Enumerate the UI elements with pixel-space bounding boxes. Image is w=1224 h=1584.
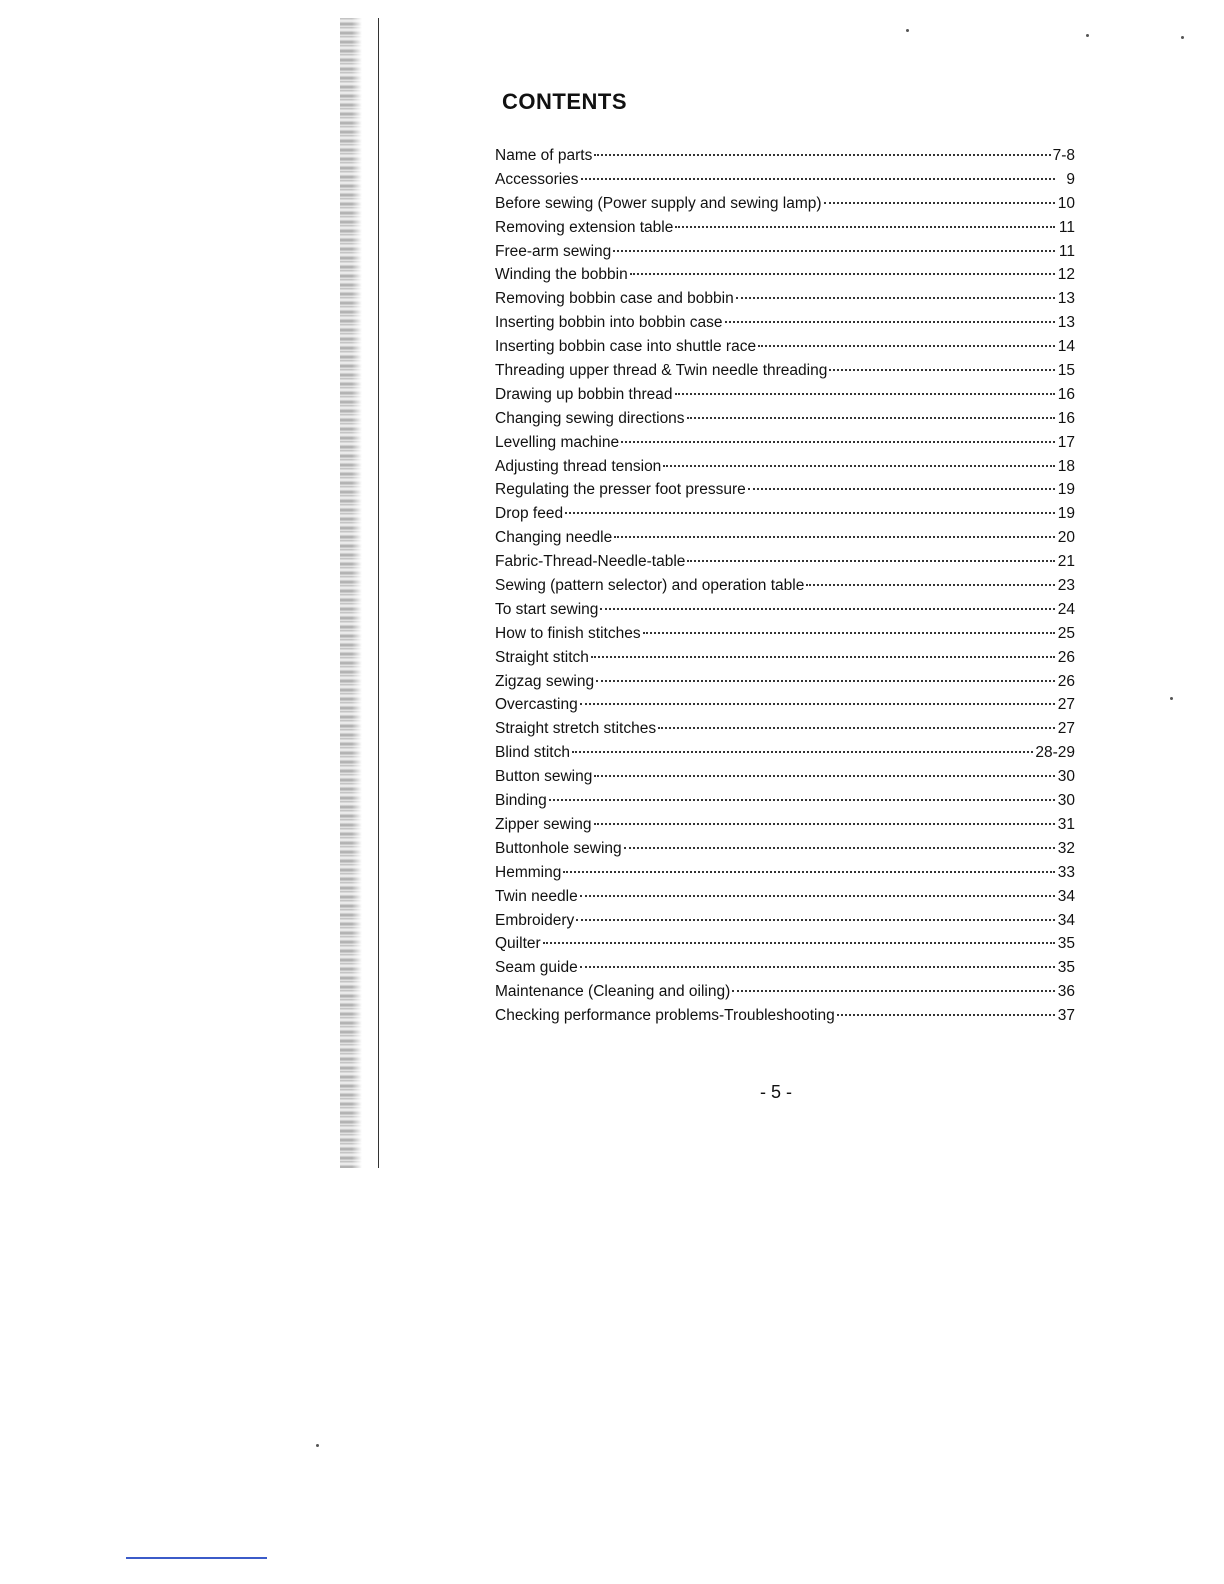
- toc-entry: [495, 407, 1075, 431]
- toc-dot-leader: [580, 703, 1055, 705]
- toc-entry-label: Free-arm sewing: [495, 242, 612, 260]
- toc-dot-leader: [829, 369, 1055, 371]
- scan-speck: [1086, 34, 1089, 37]
- toc-entry-label: How to finish stitches: [495, 624, 641, 642]
- toc-dot-leader: [600, 608, 1055, 610]
- toc-dot-leader: [643, 632, 1055, 634]
- scan-speck: [906, 29, 909, 32]
- toc-entry: [495, 622, 1075, 646]
- toc-entry: [495, 932, 1075, 956]
- toc-entry-label: Sewing (pattern selector) and operation table: [495, 577, 805, 595]
- toc-entry-label: Seam guide: [495, 959, 578, 977]
- toc-entry-label: Removing extension table: [495, 218, 674, 236]
- toc-entry-label: Accessories: [495, 170, 579, 188]
- toc-entry: [495, 502, 1075, 526]
- toc-entry-label: Zipper sewing: [495, 815, 592, 833]
- toc-entry: [495, 287, 1075, 311]
- toc-entry-label: Inserting bobbin into bobbin case: [495, 314, 723, 332]
- toc-entry-label: Adjusting thread tension: [495, 457, 662, 475]
- toc-entry-label: To start sewing: [495, 600, 599, 618]
- toc-entry-label: Name of parts: [495, 147, 593, 164]
- toc-dot-leader: [824, 202, 1055, 204]
- toc-entry-page: 30: [1057, 768, 1075, 786]
- toc-dot-leader: [614, 536, 1055, 538]
- toc-entry: [495, 861, 1075, 885]
- toc-entry-label: Hemming: [495, 863, 562, 881]
- toc-dot-leader: [580, 895, 1055, 897]
- toc-entry: [495, 885, 1075, 909]
- toc-entry-page: 15: [1057, 362, 1075, 380]
- toc-entry-label: Checking performance problems-Troubleshooting: [495, 1007, 835, 1025]
- toc-dot-leader: [594, 823, 1056, 825]
- toc-entry: [495, 837, 1075, 861]
- toc-entry-label: Changing needle: [495, 529, 613, 547]
- table-of-contents: [495, 144, 1075, 1028]
- toc-entry-page: 26: [1057, 648, 1075, 666]
- toc-entry-page: 16: [1057, 385, 1075, 403]
- toc-dot-leader: [675, 393, 1055, 395]
- page-number: - 5 -: [760, 1082, 793, 1102]
- toc-dot-leader: [594, 154, 1050, 156]
- toc-entry: [495, 765, 1075, 789]
- toc-dot-leader: [675, 226, 1055, 228]
- toc-entry-label: Zigzag sewing: [495, 672, 595, 690]
- toc-entry-page: 34: [1057, 887, 1075, 905]
- toc-entry-label: Drawing up bobbin thread: [495, 385, 673, 403]
- toc-entry: [495, 263, 1075, 287]
- toc-dot-leader: [663, 465, 1055, 467]
- toc-entry-page: 11: [1058, 218, 1075, 236]
- toc-entry: [495, 598, 1075, 622]
- toc-entry: [495, 383, 1075, 407]
- toc-entry-page: 9: [1066, 170, 1075, 188]
- toc-entry-page: 24: [1057, 600, 1075, 618]
- toc-dot-leader: [621, 441, 1055, 443]
- toc-entry-label: Levelling machine: [495, 433, 620, 451]
- toc-entry-label: Drop feed: [495, 505, 564, 523]
- toc-entry-page: 27: [1057, 696, 1075, 714]
- toc-entry: [495, 144, 1075, 168]
- toc-entry-page: 17: [1057, 433, 1075, 451]
- toc-dot-leader: [565, 512, 1055, 514]
- toc-entry-page: 10: [1057, 194, 1075, 212]
- toc-entry: [495, 192, 1075, 216]
- toc-entry-label: Quilter: [495, 935, 541, 953]
- toc-entry-page: 7-8: [1052, 147, 1075, 164]
- toc-entry: [495, 813, 1075, 837]
- toc-entry-label: Straight stretch stitches: [495, 720, 657, 738]
- toc-entry-label: Binding: [495, 792, 547, 810]
- toc-entry-page: 16: [1057, 409, 1075, 427]
- toc-entry-page: 25: [1057, 624, 1075, 642]
- toc-dot-leader: [594, 775, 1055, 777]
- toc-dot-leader: [732, 990, 1055, 992]
- toc-entry: [495, 216, 1075, 240]
- toc-entry-page: 33: [1057, 863, 1075, 881]
- toc-dot-leader: [687, 417, 1055, 419]
- toc-entry-page: 35: [1057, 959, 1075, 977]
- toc-entry-label: Button sewing: [495, 768, 593, 786]
- toc-dot-leader: [748, 488, 1055, 490]
- toc-dot-leader: [658, 727, 1055, 729]
- toc-entry-label: Threading upper thread & Twin needle threading: [495, 362, 828, 380]
- toc-entry-page: 13: [1057, 314, 1075, 332]
- page-title: CONTENTS: [502, 89, 627, 114]
- toc-dot-leader: [581, 178, 1055, 180]
- toc-entry-page: 36: [1057, 983, 1075, 1001]
- scan-speck: [1170, 697, 1173, 700]
- toc-entry-page: 19: [1057, 481, 1075, 499]
- toc-dot-leader: [549, 799, 1055, 801]
- toc-entry-label: Embroidery: [495, 911, 575, 929]
- toc-entry: [495, 431, 1075, 455]
- toc-dot-leader: [736, 297, 1055, 299]
- toc-dot-leader: [591, 656, 1055, 658]
- toc-dot-leader: [687, 560, 1055, 562]
- toc-entry-label: Maintenance (Cleaning and oiling): [495, 983, 731, 1001]
- toc-entry-page: 37: [1057, 1007, 1075, 1025]
- toc-entry-label: Regulating the presser foot pressure: [495, 481, 746, 499]
- toc-entry: [495, 693, 1075, 717]
- toc-entry: [495, 311, 1075, 335]
- toc-entry-page: 19: [1057, 505, 1075, 523]
- toc-entry-label: Blind stitch: [495, 744, 570, 762]
- toc-entry-page: 28-29: [1035, 744, 1075, 762]
- toc-entry-label: Inserting bobbin case into shuttle race: [495, 338, 757, 356]
- toc-entry: [495, 909, 1075, 933]
- toc-entry-page: 20: [1057, 529, 1075, 547]
- toc-entry: [495, 789, 1075, 813]
- scan-binding-shadow: [340, 18, 376, 1168]
- toc-entry-page: 34: [1057, 911, 1075, 929]
- toc-entry-label: Winding the bobbin: [495, 266, 628, 284]
- toc-entry-label: Fabric-Thread-Needle-table: [495, 553, 686, 571]
- toc-entry-page: 27: [1057, 720, 1075, 738]
- scan-speck: [316, 1444, 319, 1447]
- toc-entry: [495, 980, 1075, 1004]
- toc-entry-page: 11: [1058, 242, 1075, 260]
- toc-entry-page: 32: [1057, 839, 1075, 857]
- toc-entry: [495, 1004, 1075, 1028]
- toc-entry-page: 31: [1057, 815, 1075, 833]
- toc-entry: [495, 646, 1075, 670]
- scan-speck: [1181, 36, 1184, 39]
- toc-entry-label: Removing bobbin case and bobbin: [495, 290, 734, 308]
- bottom-rule: [126, 1557, 267, 1559]
- toc-entry-page: 23: [1057, 577, 1075, 595]
- toc-entry: [495, 359, 1075, 383]
- toc-dot-leader: [572, 751, 1033, 753]
- toc-entry-page: 13: [1057, 290, 1075, 308]
- toc-dot-leader: [563, 871, 1055, 873]
- toc-entry: [495, 168, 1075, 192]
- toc-entry-page: 30: [1057, 792, 1075, 810]
- toc-dot-leader: [837, 1014, 1055, 1016]
- toc-entry-page: 14: [1057, 338, 1075, 356]
- toc-dot-leader: [806, 584, 1055, 586]
- toc-dot-leader: [576, 919, 1055, 921]
- toc-entry: [495, 455, 1075, 479]
- toc-entry: [495, 526, 1075, 550]
- toc-dot-leader: [596, 680, 1055, 682]
- toc-entry-label: Overcasting: [495, 696, 578, 714]
- toc-entry: [495, 478, 1075, 502]
- toc-entry: [495, 574, 1075, 598]
- scan-binding-line: [378, 18, 379, 1168]
- toc-entry: [495, 240, 1075, 264]
- toc-dot-leader: [580, 966, 1055, 968]
- toc-entry-label: Before sewing (Power supply and sewing lamp): [495, 194, 822, 212]
- toc-dot-leader: [630, 273, 1055, 275]
- toc-entry: [495, 741, 1075, 765]
- toc-dot-leader: [624, 847, 1055, 849]
- toc-entry: [495, 335, 1075, 359]
- toc-entry-page: 18: [1057, 457, 1075, 475]
- toc-dot-leader: [613, 250, 1055, 252]
- toc-entry-label: Changing sewing directions: [495, 409, 685, 427]
- toc-entry: [495, 670, 1075, 694]
- toc-dot-leader: [543, 942, 1055, 944]
- toc-entry: [495, 550, 1075, 574]
- toc-dot-leader: [725, 321, 1056, 323]
- toc-entry-page: 12: [1057, 266, 1075, 284]
- toc-entry-page: 35: [1057, 935, 1075, 953]
- toc-entry: [495, 717, 1075, 741]
- toc-entry-label: Straight stitch: [495, 648, 589, 666]
- toc-dot-leader: [758, 345, 1055, 347]
- toc-entry: [495, 956, 1075, 980]
- toc-entry-label: Buttonhole sewing: [495, 839, 622, 857]
- toc-entry-page: 21: [1057, 553, 1075, 571]
- toc-entry-page: 26: [1057, 672, 1075, 690]
- toc-entry-label: Twin needle: [495, 887, 578, 905]
